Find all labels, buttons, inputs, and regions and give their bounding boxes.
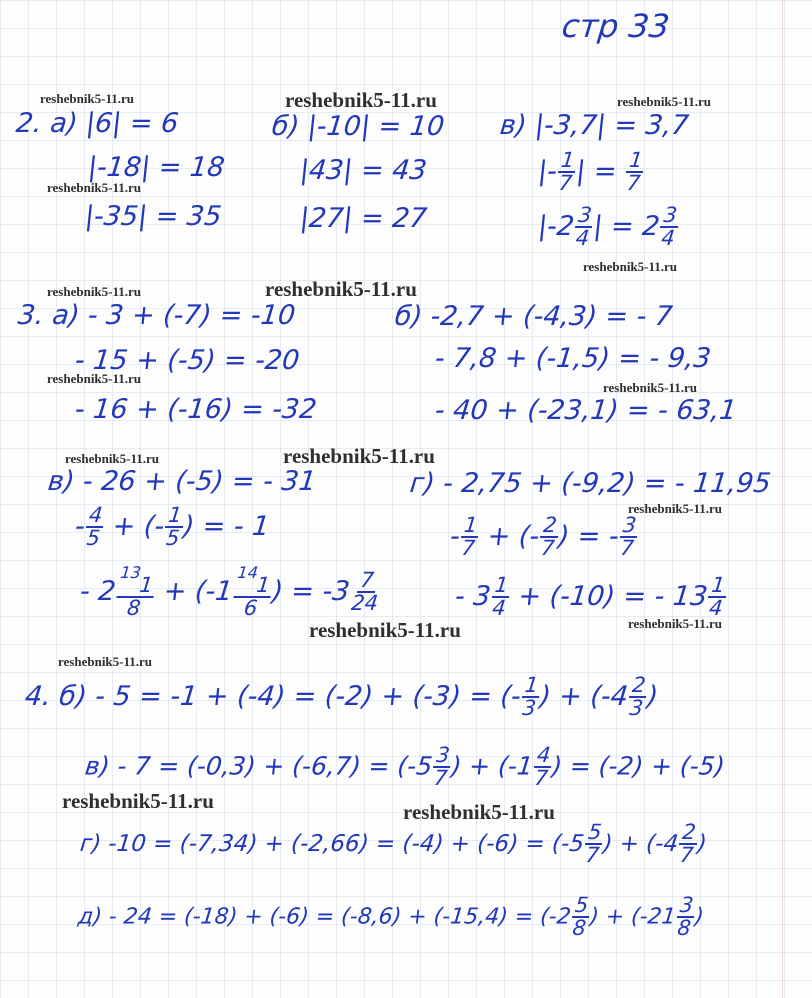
ex2-a-line2: |-18| = 18 (86, 152, 227, 183)
watermark: reshebnik5-11.ru (283, 444, 435, 468)
ex2-v-line3: |-2 $\frac{3}{4}$ | = 2 $\frac{3}{4}$ (536, 203, 679, 251)
ex3-a-line1: 3. а) - 3 + (-7) = -10 (16, 300, 297, 331)
watermark: reshebnik5-11.ru (309, 618, 461, 642)
watermark: reshebnik5-11.ru (628, 616, 723, 631)
ex2-b-line3: |27| = 27 (298, 203, 429, 234)
ex4-v-line: в) - 7 = (-0,3) + (-6,7) = (-5 $\frac{3}{7}$ ) + (-1 $\frac{4}{7}$ ) = (-2) + (-5) (83, 743, 727, 791)
watermark: reshebnik5-11.ru (603, 380, 698, 395)
ex2-b-line2: |43| = 43 (298, 155, 429, 186)
watermark: reshebnik5-11.ru (58, 654, 153, 669)
watermark: reshebnik5-11.ru (62, 789, 214, 813)
watermark: reshebnik5-11.ru (40, 91, 135, 106)
ex2-v-line2: |- $\frac{1}{7}$ | = $\frac{1}{7}$ (536, 148, 645, 196)
watermark: reshebnik5-11.ru (617, 94, 712, 109)
ex2-b-line1: б) |-10| = 10 (270, 111, 446, 142)
ex3-b-line1: б) -2,7 + (-4,3) = - 7 (393, 301, 674, 332)
watermark: reshebnik5-11.ru (265, 277, 417, 301)
watermark: reshebnik5-11.ru (65, 451, 160, 466)
watermark: reshebnik5-11.ru (403, 800, 555, 824)
ex3-v-line3: - 2 $\frac{^{13}1}{8}$ + (-1 $\frac{^{14}1}{6}$ ) = -3 $\frac{7}{24}$ (78, 563, 380, 621)
ex2-a-line3: |-35| = 35 (83, 201, 224, 232)
watermark: reshebnik5-11.ru (583, 259, 678, 274)
ex3-a-line2: - 15 + (-5) = -20 (73, 345, 301, 376)
watermark: reshebnik5-11.ru (285, 88, 437, 112)
page-label: стр 33 (560, 7, 672, 45)
notebook-margin-line (782, 0, 783, 998)
ex3-v-line1: в) - 26 + (-5) = - 31 (46, 466, 318, 497)
ex3-g-line2: - $\frac{1}{7}$ + (- $\frac{2}{7}$ ) = - $\frac{3}{7}$ (448, 513, 638, 561)
ex3-b-line3: - 40 + (-23,1) = - 63,1 (433, 395, 739, 426)
ex3-g-line3: - 3 $\frac{1}{4}$ + (-10) = - 13 $\frac{1}{4}$ (453, 573, 727, 621)
watermark: reshebnik5-11.ru (628, 501, 723, 516)
ex2-v-line1: в) |-3,7| = 3,7 (498, 110, 691, 141)
ex3-v-line2: - $\frac{4}{5}$ + (- $\frac{1}{5}$ ) = - 1 (73, 503, 272, 551)
watermark: reshebnik5-11.ru (47, 180, 142, 195)
watermark: reshebnik5-11.ru (47, 284, 142, 299)
ex2-a-line1: 2. а) |6| = 6 (14, 108, 180, 139)
watermark: reshebnik5-11.ru (47, 371, 142, 386)
ex4-d-line: д) - 24 = (-18) + (-6) = (-8,6) + (-15,4) = (-2 $\frac{5}{8}$ ) + (-21 $\frac{3}{8}$ ) (76, 893, 705, 941)
ex3-b-line2: - 7,8 + (-1,5) = - 9,3 (433, 343, 713, 374)
ex4-g-line: г) -10 = (-7,34) + (-2,66) = (-4) + (-6) = (-5 $\frac{5}{7}$ ) + (-4 $\frac{2}{7}$ ) (78, 820, 708, 868)
ex3-a-line3: - 16 + (-16) = -32 (73, 394, 319, 425)
ex4-b-line: 4. б) - 5 = -1 + (-4) = (-2) + (-3) = (- $\frac{1}{3}$ ) + (-4 $\frac{2}{3}$ ) (23, 673, 660, 721)
ex3-g-line1: г) - 2,75 + (-9,2) = - 11,95 (408, 468, 773, 499)
